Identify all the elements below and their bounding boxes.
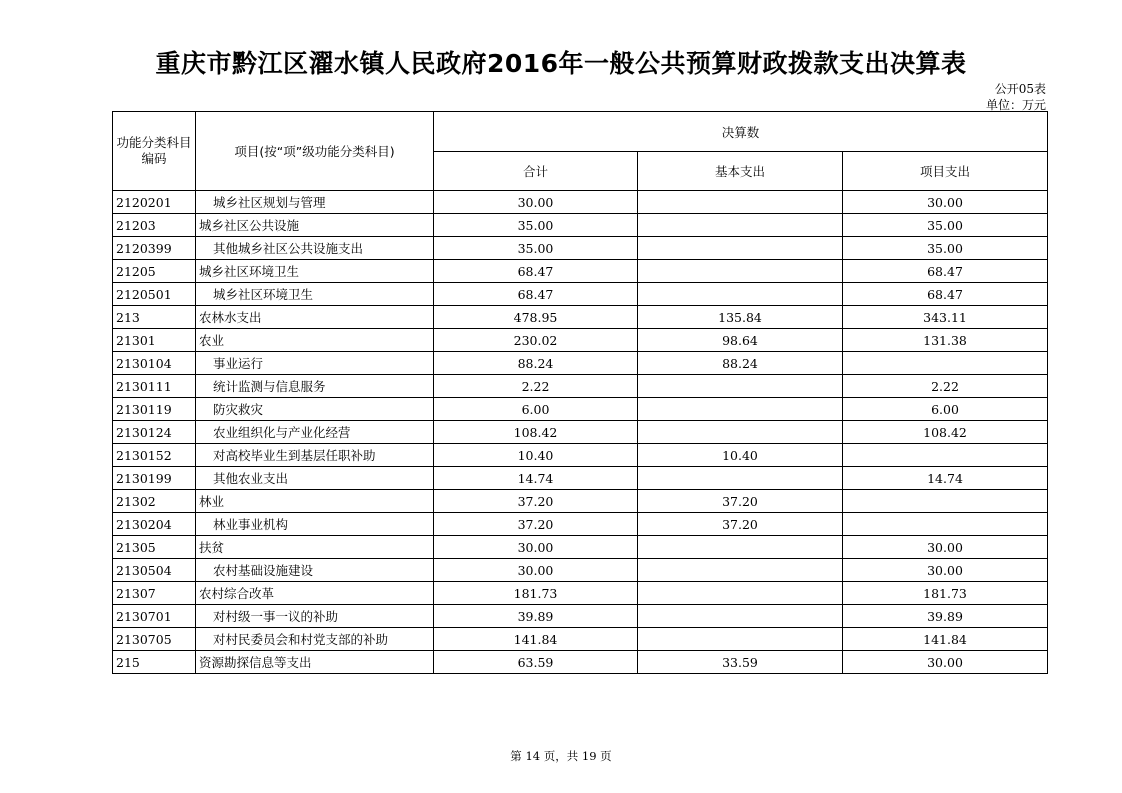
header-basic: 基本支出 <box>638 152 843 191</box>
row-project: 68.47 <box>843 260 1048 283</box>
row-item-name: 农林水支出 <box>196 306 434 329</box>
row-total: 10.40 <box>434 444 638 467</box>
row-basic: 88.24 <box>638 352 843 375</box>
row-item-name: 农业组织化与产业化经营 <box>196 421 434 444</box>
row-item-name: 农村基础设施建设 <box>196 559 434 582</box>
row-basic <box>638 536 843 559</box>
row-total: 230.02 <box>434 329 638 352</box>
row-item-name: 其他农业支出 <box>196 467 434 490</box>
table-row <box>113 513 1048 536</box>
row-project: 35.00 <box>843 237 1048 260</box>
row-project: 68.47 <box>843 283 1048 306</box>
row-basic <box>638 398 843 421</box>
row-project: 343.11 <box>843 306 1048 329</box>
row-total: 30.00 <box>434 536 638 559</box>
row-total: 181.73 <box>434 582 638 605</box>
row-project: 6.00 <box>843 398 1048 421</box>
row-project: 30.00 <box>843 536 1048 559</box>
row-project: 131.38 <box>843 329 1048 352</box>
row-item-name: 农村综合改革 <box>196 582 434 605</box>
row-project: 181.73 <box>843 582 1048 605</box>
table-row <box>113 559 1048 582</box>
row-basic <box>638 582 843 605</box>
row-basic: 10.40 <box>638 444 843 467</box>
row-code: 21302 <box>113 490 196 513</box>
row-item-name: 对村级一事一议的补助 <box>196 605 434 628</box>
table-row <box>113 421 1048 444</box>
table-body <box>113 191 1048 674</box>
row-item-name: 对高校毕业生到基层任职补助 <box>196 444 434 467</box>
row-project: 30.00 <box>843 559 1048 582</box>
page-footer: 第 14 页，共 19 页 <box>510 749 612 763</box>
row-item-name: 防灾救灾 <box>196 398 434 421</box>
row-code: 2130111 <box>113 375 196 398</box>
row-project: 35.00 <box>843 214 1048 237</box>
row-code: 2130152 <box>113 444 196 467</box>
row-project: 30.00 <box>843 191 1048 214</box>
row-total: 39.89 <box>434 605 638 628</box>
row-total: 30.00 <box>434 191 638 214</box>
row-item-name: 农业 <box>196 329 434 352</box>
row-project <box>843 444 1048 467</box>
row-code: 21301 <box>113 329 196 352</box>
row-total: 108.42 <box>434 421 638 444</box>
row-code: 2130504 <box>113 559 196 582</box>
row-basic: 37.20 <box>638 490 843 513</box>
row-project <box>843 513 1048 536</box>
row-basic <box>638 467 843 490</box>
row-total: 88.24 <box>434 352 638 375</box>
table-row <box>113 329 1048 352</box>
row-basic <box>638 375 843 398</box>
table-row <box>113 306 1048 329</box>
row-total: 68.47 <box>434 283 638 306</box>
row-item-name: 其他城乡社区公共设施支出 <box>196 237 434 260</box>
header-total: 合计 <box>434 152 638 191</box>
table-row <box>113 237 1048 260</box>
row-code: 215 <box>113 651 196 674</box>
table-row <box>113 490 1048 513</box>
row-total: 68.47 <box>434 260 638 283</box>
row-item-name: 城乡社区环境卫生 <box>196 283 434 306</box>
row-basic <box>638 237 843 260</box>
row-total: 63.59 <box>434 651 638 674</box>
unit-label: 单位：万元 <box>985 98 1046 112</box>
row-total: 6.00 <box>434 398 638 421</box>
row-code: 2120399 <box>113 237 196 260</box>
row-total: 14.74 <box>434 467 638 490</box>
row-basic <box>638 260 843 283</box>
row-code: 213 <box>113 306 196 329</box>
table-row <box>113 605 1048 628</box>
row-item-name: 资源勘探信息等支出 <box>196 651 434 674</box>
row-basic: 37.20 <box>638 513 843 536</box>
row-basic <box>638 628 843 651</box>
row-code: 2130119 <box>113 398 196 421</box>
table-row <box>113 582 1048 605</box>
row-code: 2130124 <box>113 421 196 444</box>
table-row <box>113 283 1048 306</box>
row-code: 21307 <box>113 582 196 605</box>
row-item-name: 城乡社区规划与管理 <box>196 191 434 214</box>
table-row <box>113 352 1048 375</box>
row-item-name: 统计监测与信息服务 <box>196 375 434 398</box>
row-total: 2.22 <box>434 375 638 398</box>
header-project: 项目支出 <box>843 152 1048 191</box>
table-row <box>113 467 1048 490</box>
row-total: 37.20 <box>434 490 638 513</box>
row-code: 2130204 <box>113 513 196 536</box>
row-total: 141.84 <box>434 628 638 651</box>
row-code: 21205 <box>113 260 196 283</box>
row-basic <box>638 605 843 628</box>
row-basic <box>638 559 843 582</box>
row-project: 14.74 <box>843 467 1048 490</box>
table-row <box>113 191 1048 214</box>
row-code: 2130701 <box>113 605 196 628</box>
row-project: 2.22 <box>843 375 1048 398</box>
table-row <box>113 628 1048 651</box>
row-item-name: 扶贫 <box>196 536 434 559</box>
header-item: 项目(按“项”级功能分类科目) <box>196 112 434 191</box>
row-basic <box>638 214 843 237</box>
form-number: 公开05表 <box>994 82 1046 96</box>
row-item-name: 林业事业机构 <box>196 513 434 536</box>
table-row <box>113 398 1048 421</box>
row-item-name: 城乡社区环境卫生 <box>196 260 434 283</box>
row-project <box>843 490 1048 513</box>
row-project: 30.00 <box>843 651 1048 674</box>
row-basic <box>638 421 843 444</box>
header-final: 决算数 <box>434 112 1048 152</box>
header-code: 功能分类科目编码 <box>113 112 196 191</box>
row-item-name: 城乡社区公共设施 <box>196 214 434 237</box>
row-project: 108.42 <box>843 421 1048 444</box>
row-basic: 33.59 <box>638 651 843 674</box>
row-project: 39.89 <box>843 605 1048 628</box>
row-item-name: 林业 <box>196 490 434 513</box>
row-total: 35.00 <box>434 214 638 237</box>
table-row <box>113 260 1048 283</box>
row-code: 2120501 <box>113 283 196 306</box>
row-item-name: 事业运行 <box>196 352 434 375</box>
table-row <box>113 444 1048 467</box>
row-project: 141.84 <box>843 628 1048 651</box>
row-basic: 98.64 <box>638 329 843 352</box>
row-project <box>843 352 1048 375</box>
row-total: 37.20 <box>434 513 638 536</box>
row-total: 35.00 <box>434 237 638 260</box>
row-code: 2130199 <box>113 467 196 490</box>
row-code: 2130104 <box>113 352 196 375</box>
row-total: 30.00 <box>434 559 638 582</box>
row-basic <box>638 283 843 306</box>
table-row <box>113 214 1048 237</box>
table-row <box>113 536 1048 559</box>
row-item-name: 对村民委员会和村党支部的补助 <box>196 628 434 651</box>
row-total: 478.95 <box>434 306 638 329</box>
table-row <box>113 375 1048 398</box>
budget-table <box>112 111 1048 674</box>
row-code: 21305 <box>113 536 196 559</box>
row-code: 2130705 <box>113 628 196 651</box>
row-code: 21203 <box>113 214 196 237</box>
row-code: 2120201 <box>113 191 196 214</box>
row-basic <box>638 191 843 214</box>
table-row <box>113 651 1048 674</box>
page-title: 重庆市黔江区濯水镇人民政府2016年一般公共预算财政拨款支出决算表 <box>155 49 967 78</box>
row-basic: 135.84 <box>638 306 843 329</box>
